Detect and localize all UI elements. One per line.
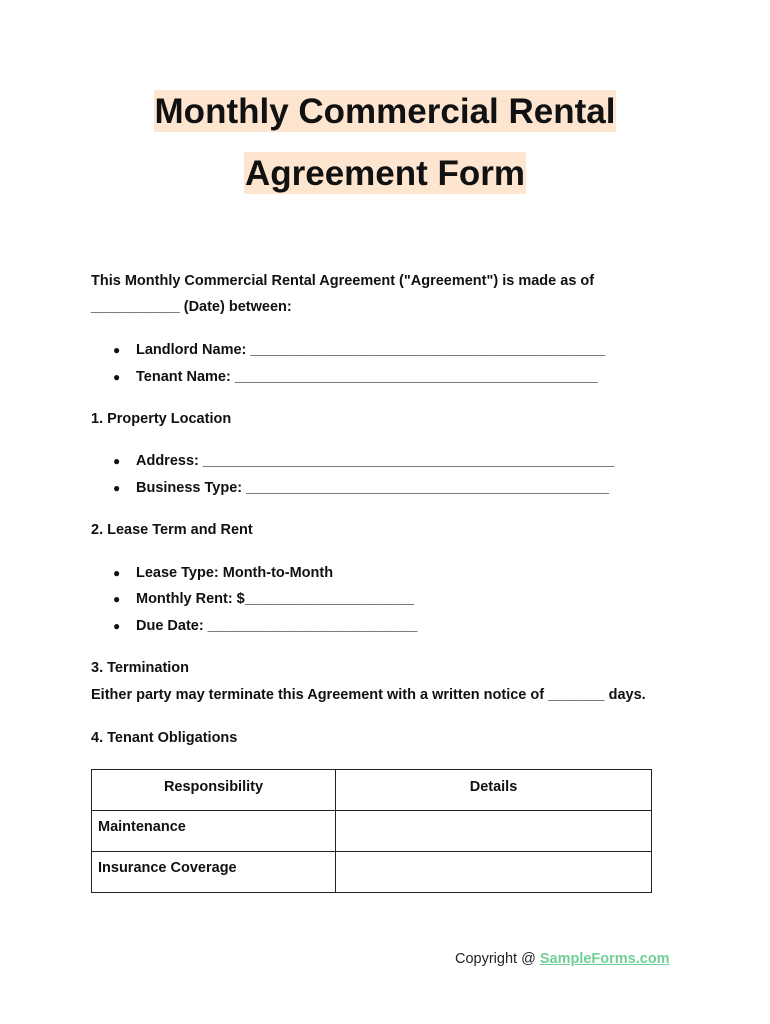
table-header-row (92, 770, 652, 811)
address-field: Address: ___________________________________________________ (136, 453, 615, 469)
bullet-icon: ● (113, 592, 121, 606)
section-heading-obligations: 4. Tenant Obligations (91, 730, 238, 746)
termination-text: Either party may terminate this Agreement with a written notice of _______ days. (91, 687, 646, 703)
table-row (92, 852, 652, 893)
document-title (0, 90, 770, 194)
bullet-icon: ● (113, 343, 121, 357)
section-heading-termination: 3. Termination (91, 660, 190, 676)
table-row (92, 811, 652, 852)
cell-details (336, 852, 652, 893)
cell-details (336, 811, 652, 852)
bullet-icon: ● (113, 370, 121, 384)
business-type-field: Business Type: _____________________________________________ (136, 480, 610, 496)
brand-link[interactable]: SampleForms.com (539, 951, 670, 967)
intro-line-2: ___________ (Date) between: (91, 299, 292, 315)
copyright-prefix: Copyright @ (455, 951, 540, 967)
lease-type-field: Lease Type: Month-to-Month (136, 565, 334, 581)
column-header-responsibility: Responsibility (92, 770, 336, 811)
intro-line-1: This Monthly Commercial Rental Agreement ("Agreement") is made as of (91, 273, 595, 289)
cell-responsibility: Insurance Coverage (92, 852, 336, 893)
tenant-name-field: Tenant Name: _____________________________________________ (136, 369, 598, 385)
title-line-2: Agreement Form (244, 154, 526, 193)
obligations-table (91, 769, 652, 893)
due-date-field: Due Date: __________________________ (136, 618, 418, 634)
bullet-icon: ● (113, 619, 121, 633)
monthly-rent-field: Monthly Rent: $_____________________ (136, 591, 415, 607)
bullet-icon: ● (113, 454, 121, 468)
section-heading-property: 1. Property Location (91, 411, 232, 427)
title-line-1: Monthly Commercial Rental (154, 92, 616, 131)
column-header-details: Details (336, 770, 652, 811)
landlord-name-field: Landlord Name: ____________________________________________ (136, 342, 606, 358)
bullet-icon: ● (113, 566, 121, 580)
section-heading-lease: 2. Lease Term and Rent (91, 522, 253, 538)
cell-responsibility: Maintenance (92, 811, 336, 852)
bullet-icon: ● (113, 481, 121, 495)
copyright-footer (455, 950, 670, 968)
